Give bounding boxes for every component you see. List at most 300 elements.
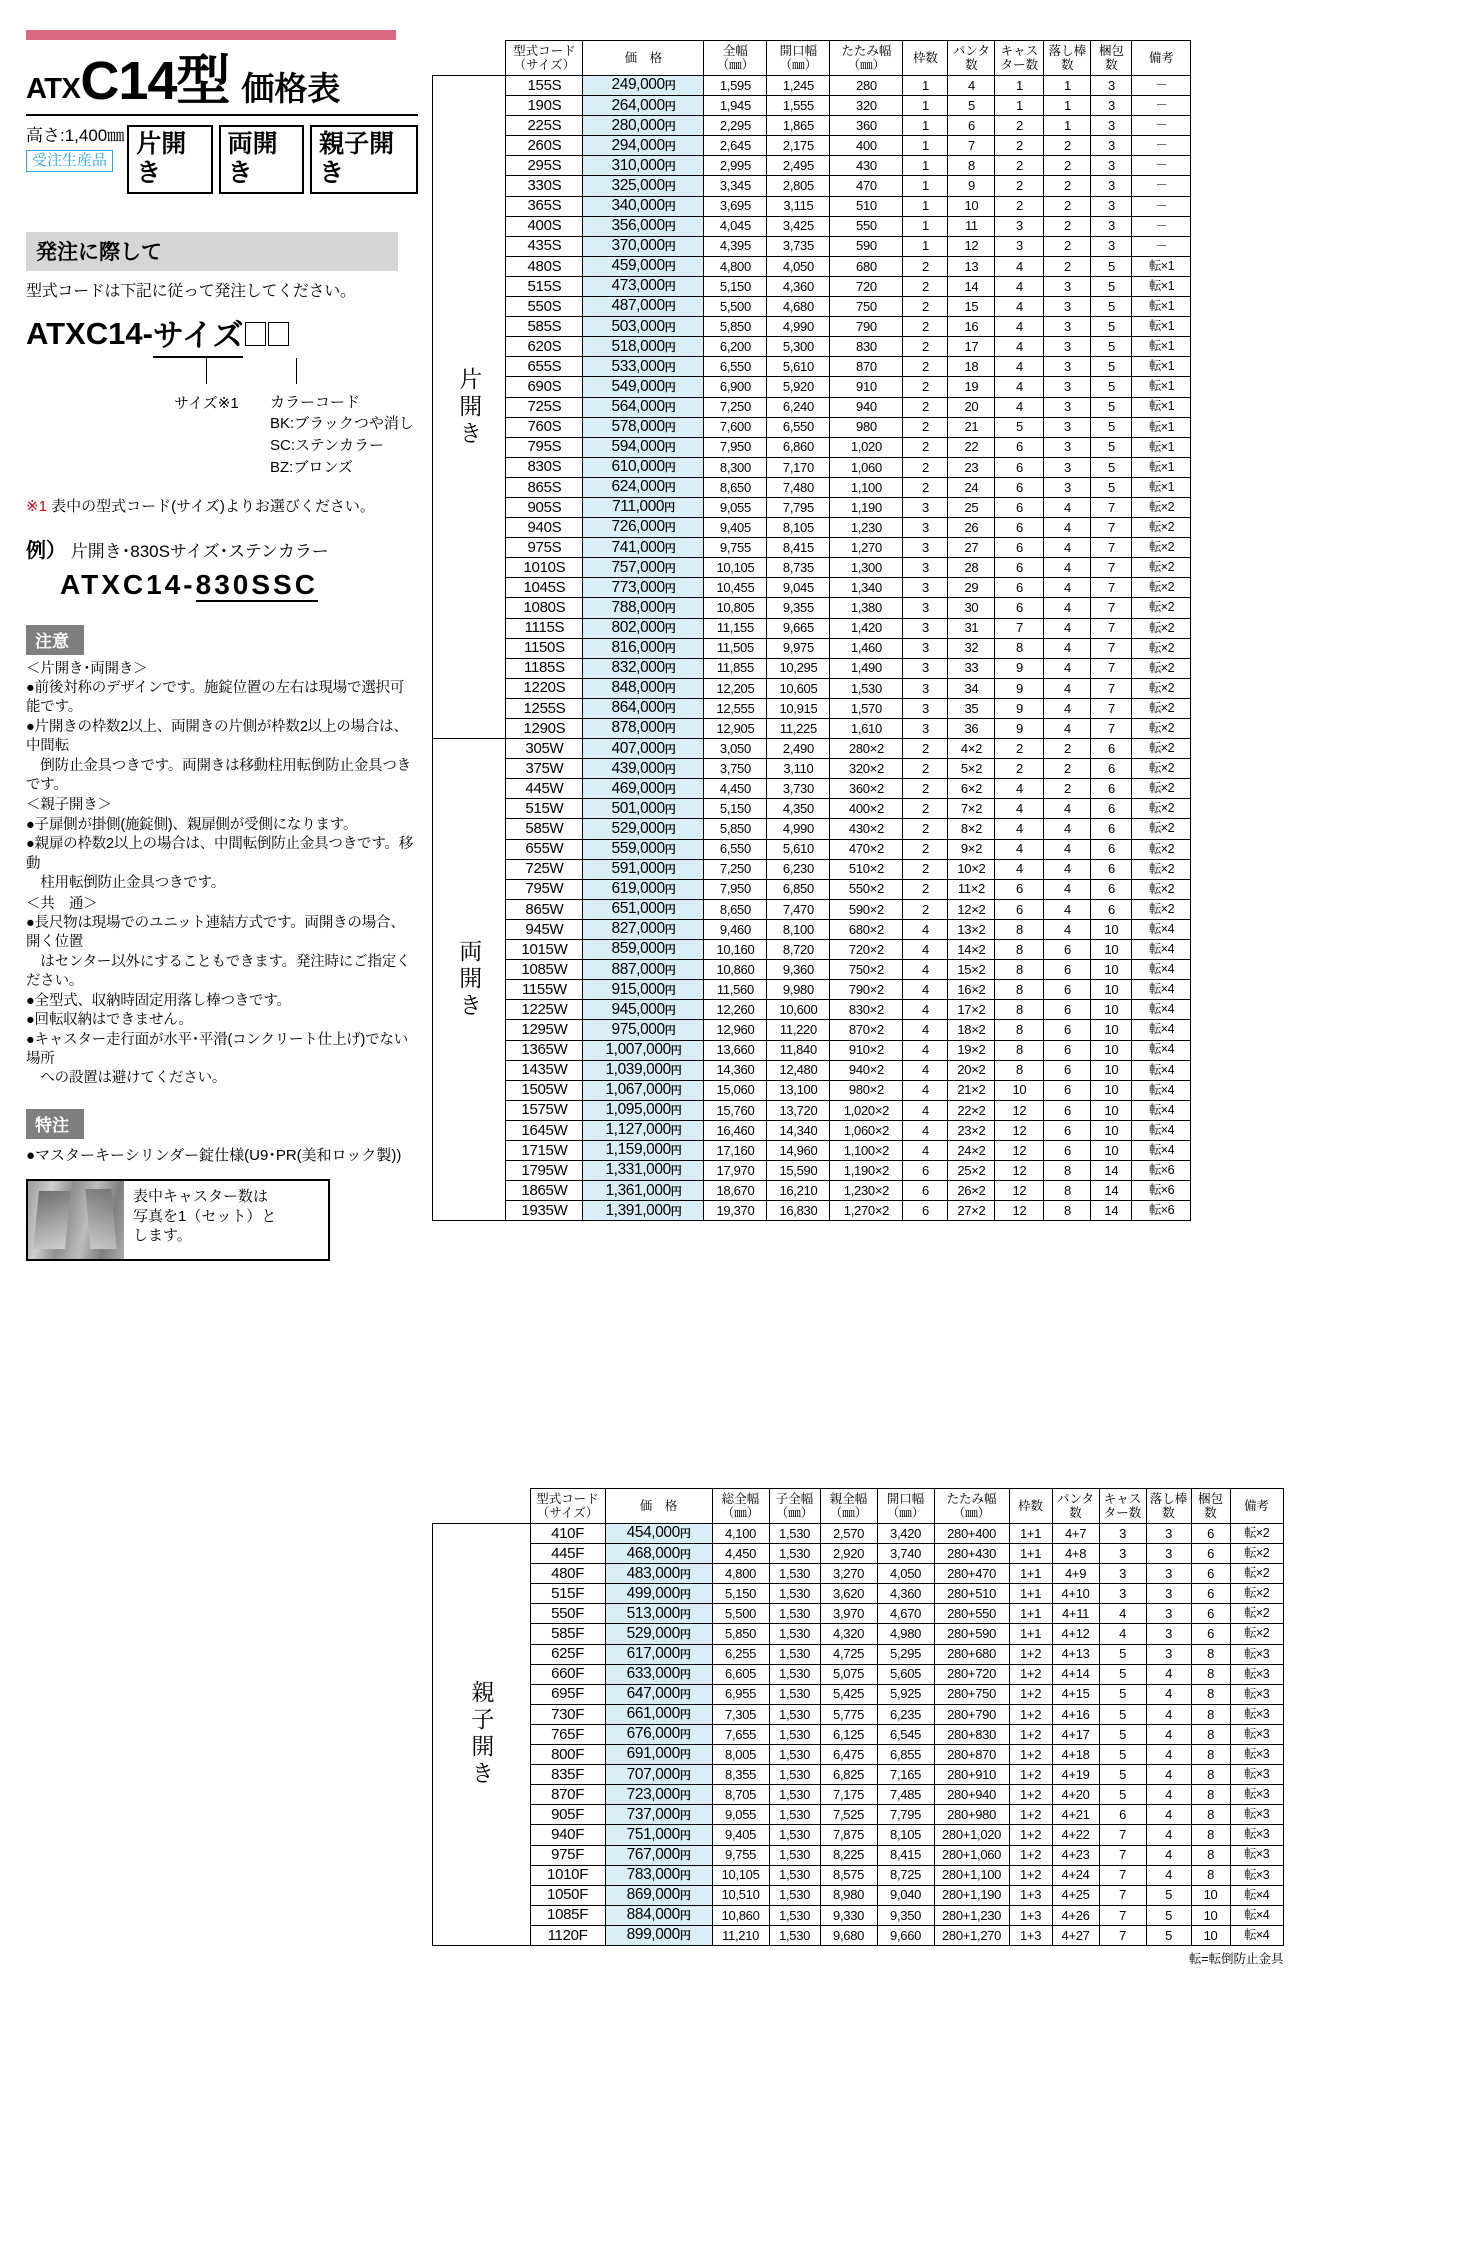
cell-value: 5: [1091, 297, 1132, 317]
cell-price: 767,000円: [605, 1845, 712, 1865]
cell-value: 12: [995, 1140, 1044, 1160]
cell-model-code: 905S: [506, 497, 583, 517]
cell-remarks: 転×2: [1132, 497, 1191, 517]
cell-price: 915,000円: [583, 980, 704, 1000]
page-title: [26, 51, 418, 111]
table-row: [433, 136, 1191, 156]
cell-value: 5: [1146, 1925, 1191, 1945]
column-header: 価 格: [583, 41, 704, 76]
table-row: [433, 1604, 1284, 1624]
cell-price: 651,000円: [583, 899, 704, 919]
cell-value: 3: [1044, 276, 1091, 296]
cell-value: 10: [1191, 1885, 1230, 1905]
cell-value: 4: [903, 980, 948, 1000]
cell-value: 13×2: [948, 919, 995, 939]
cell-value: 2,490: [767, 739, 830, 759]
cell-price: 249,000円: [583, 76, 704, 96]
cell-value: 7,950: [704, 437, 767, 457]
cell-value: 1+2: [1009, 1845, 1052, 1865]
cell-value: 36: [948, 719, 995, 739]
cell-value: 4: [1146, 1825, 1191, 1845]
cell-value: 2: [903, 337, 948, 357]
cell-value: 6: [1191, 1524, 1230, 1544]
cell-value: 5,500: [712, 1604, 769, 1624]
cell-value: 4: [1044, 598, 1091, 618]
cell-value: 22×2: [948, 1100, 995, 1120]
cell-value: 1,020: [830, 437, 903, 457]
cell-model-code: 515F: [530, 1584, 605, 1604]
cell-value: 4+22: [1052, 1825, 1099, 1845]
title-suffix: 価格表: [241, 70, 341, 107]
cell-value: 400×2: [830, 799, 903, 819]
cell-value: 1,530: [769, 1724, 820, 1744]
cell-value: 6,860: [767, 437, 830, 457]
cell-value: 4,725: [820, 1644, 877, 1664]
cell-value: 14,960: [767, 1140, 830, 1160]
cell-value: 4: [1044, 719, 1091, 739]
cell-value: 2: [995, 196, 1044, 216]
table-row: [433, 538, 1191, 558]
footnote-1: [26, 495, 418, 516]
table-row: [433, 337, 1191, 357]
cell-value: 280+430: [934, 1544, 1009, 1564]
cell-value: 5: [1091, 457, 1132, 477]
table-row: [433, 1724, 1284, 1744]
cell-value: 2: [1044, 256, 1091, 276]
cell-value: 1+2: [1009, 1865, 1052, 1885]
cell-model-code: 480S: [506, 256, 583, 276]
table-row: [433, 1584, 1284, 1604]
cell-value: 4: [1146, 1865, 1191, 1885]
cell-value: 360: [830, 116, 903, 136]
cell-value: 1+1: [1009, 1624, 1052, 1644]
cell-value: 3: [1044, 317, 1091, 337]
cell-model-code: 760S: [506, 417, 583, 437]
cell-value: 4,800: [712, 1564, 769, 1584]
cell-value: 6: [1044, 1140, 1091, 1160]
cell-price: 617,000円: [605, 1644, 712, 1664]
cell-value: 4: [903, 1040, 948, 1060]
cell-value: 4+26: [1052, 1905, 1099, 1925]
cell-value: 2: [1044, 236, 1091, 256]
cell-value: 280+720: [934, 1664, 1009, 1684]
cell-value: 7: [1099, 1825, 1146, 1845]
column-header: 梱包 数: [1191, 1489, 1230, 1524]
color-code-slot-1: [245, 322, 266, 346]
table-row: [433, 1624, 1284, 1644]
cell-value: 280+750: [934, 1684, 1009, 1704]
cell-value: 8,100: [767, 919, 830, 939]
cell-value: 7: [995, 618, 1044, 638]
cell-value: 3: [1091, 116, 1132, 136]
cell-value: 12,960: [704, 1020, 767, 1040]
cell-value: 18: [948, 357, 995, 377]
cell-value: 11: [948, 216, 995, 236]
cell-value: 8,105: [767, 518, 830, 538]
cell-value: 6,475: [820, 1745, 877, 1765]
cell-value: 3: [903, 578, 948, 598]
cell-value: 280+1,100: [934, 1865, 1009, 1885]
cell-value: 8: [1191, 1684, 1230, 1704]
cell-value: 8: [1191, 1785, 1230, 1805]
table-row: [433, 819, 1191, 839]
cell-value: 830: [830, 337, 903, 357]
cell-value: 4,360: [767, 276, 830, 296]
cell-value: 1,865: [767, 116, 830, 136]
cell-value: 18,670: [704, 1181, 767, 1201]
cell-value: 12: [995, 1120, 1044, 1140]
caption-line: 写真を1（セット）と: [133, 1207, 277, 1225]
cell-value: 14: [1091, 1201, 1132, 1221]
cell-value: 1: [903, 216, 948, 236]
cell-value: 8: [1191, 1765, 1230, 1785]
cell-value: 1: [1044, 76, 1091, 96]
cell-value: 6: [1191, 1624, 1230, 1644]
cell-value: 2: [903, 417, 948, 437]
cell-value: 4: [1146, 1745, 1191, 1765]
cell-remarks: 転×2: [1132, 538, 1191, 558]
column-header: 型式コード （サイズ）: [530, 1489, 605, 1524]
cell-value: 12,905: [704, 719, 767, 739]
column-header: 枠数: [1009, 1489, 1052, 1524]
cell-value: 8: [1191, 1805, 1230, 1825]
cell-value: 4+25: [1052, 1885, 1099, 1905]
cell-remarks: 転×4: [1132, 960, 1191, 980]
cell-value: 11×2: [948, 879, 995, 899]
cell-value: 10: [1091, 1120, 1132, 1140]
cell-value: 6: [1091, 739, 1132, 759]
cell-value: 1,595: [704, 76, 767, 96]
cell-model-code: 870F: [530, 1785, 605, 1805]
section-label-cell: 親子開き: [433, 1524, 531, 1946]
cell-value: 4: [903, 1000, 948, 1020]
cell-remarks: 転×2: [1132, 839, 1191, 859]
cell-price: 783,000円: [605, 1865, 712, 1885]
cell-value: 4: [1044, 618, 1091, 638]
cell-value: 280+980: [934, 1805, 1009, 1825]
example-label: 例）: [26, 539, 66, 562]
cell-value: 4,450: [712, 1544, 769, 1564]
cell-value: 280+940: [934, 1785, 1009, 1805]
cell-model-code: 155S: [506, 76, 583, 96]
cell-value: 4,360: [877, 1584, 934, 1604]
cell-value: 7: [1091, 558, 1132, 578]
cell-value: 12: [995, 1161, 1044, 1181]
cell-value: 6,850: [767, 879, 830, 899]
cell-value: 8: [1191, 1664, 1230, 1684]
table-row: [433, 96, 1191, 116]
cell-value: 6: [995, 558, 1044, 578]
header-meta-row: [26, 125, 418, 194]
cell-value: 5,150: [712, 1584, 769, 1604]
table-row: [433, 940, 1191, 960]
cell-value: 4+10: [1052, 1584, 1099, 1604]
cell-remarks: 転×1: [1132, 477, 1191, 497]
table-row: [433, 357, 1191, 377]
cell-value: 14: [1091, 1161, 1132, 1181]
table-row: [433, 216, 1191, 236]
cell-model-code: 400S: [506, 216, 583, 236]
cell-price: 711,000円: [583, 497, 704, 517]
cell-value: 4+15: [1052, 1684, 1099, 1704]
table-row: [433, 297, 1191, 317]
cell-value: 430×2: [830, 819, 903, 839]
caster-photo-note: [26, 1179, 330, 1261]
main-table-head: [433, 41, 1191, 76]
order-code-prefix: ATXC14-: [26, 315, 153, 351]
cell-value: 4: [1099, 1604, 1146, 1624]
cell-value: 3: [903, 618, 948, 638]
cell-model-code: 445F: [530, 1544, 605, 1564]
cell-remarks: 転×4: [1132, 1040, 1191, 1060]
cell-value: 9,405: [712, 1825, 769, 1845]
cell-value: 7,795: [877, 1805, 934, 1825]
header-row: [433, 41, 1191, 76]
cell-value: 1: [1044, 116, 1091, 136]
table-row: [433, 437, 1191, 457]
cell-value: 5,610: [767, 357, 830, 377]
cell-price: 827,000円: [583, 919, 704, 939]
caution-group-2-title: ＜親子開き＞: [26, 797, 112, 814]
cell-value: 6: [995, 598, 1044, 618]
cell-value: 870: [830, 357, 903, 377]
cell-value: 1: [903, 116, 948, 136]
cell-price: 757,000円: [583, 558, 704, 578]
cell-value: 980×2: [830, 1080, 903, 1100]
cell-model-code: 1010S: [506, 558, 583, 578]
cell-value: 510: [830, 196, 903, 216]
cell-model-code: 1715W: [506, 1140, 583, 1160]
cell-value: 3: [1091, 96, 1132, 116]
cell-remarks: 転×2: [1132, 779, 1191, 799]
cell-price: 788,000円: [583, 598, 704, 618]
cell-value: 5,425: [820, 1684, 877, 1704]
table-row: [433, 598, 1191, 618]
cell-value: 5: [1099, 1684, 1146, 1704]
cell-value: 7,305: [712, 1704, 769, 1724]
cell-model-code: 1010F: [530, 1865, 605, 1885]
cell-value: 1,530: [769, 1785, 820, 1805]
cell-value: 4: [903, 1120, 948, 1140]
cell-price: 848,000円: [583, 678, 704, 698]
table-row: [433, 1080, 1191, 1100]
cell-remarks: 転×2: [1132, 719, 1191, 739]
cell-value: 9,330: [820, 1905, 877, 1925]
cell-model-code: 375W: [506, 759, 583, 779]
cell-value: 320×2: [830, 759, 903, 779]
cell-remarks: 転×3: [1230, 1664, 1283, 1684]
cell-model-code: 550S: [506, 297, 583, 317]
table-row: [433, 1745, 1284, 1765]
cell-value: 10: [995, 1080, 1044, 1100]
cell-value: 6,855: [877, 1745, 934, 1765]
cell-value: 1,340: [830, 578, 903, 598]
cell-value: 4,100: [712, 1524, 769, 1544]
cell-price: 591,000円: [583, 859, 704, 879]
cell-value: 5,850: [712, 1624, 769, 1644]
cell-value: 3: [903, 698, 948, 718]
caution-group-1-title: ＜片開き･両開き＞: [26, 660, 148, 677]
cell-remarks: 転×4: [1132, 980, 1191, 1000]
cell-model-code: 620S: [506, 337, 583, 357]
cell-price: 559,000円: [583, 839, 704, 859]
cell-value: 1,230×2: [830, 1181, 903, 1201]
cell-value: 9,350: [877, 1905, 934, 1925]
cell-value: 400: [830, 136, 903, 156]
cell-price: 707,000円: [605, 1765, 712, 1785]
cell-value: 4: [903, 1020, 948, 1040]
cell-value: 7: [1099, 1925, 1146, 1945]
cell-value: 3: [903, 658, 948, 678]
cell-model-code: 1255S: [506, 698, 583, 718]
table-row: [433, 678, 1191, 698]
cell-value: 1: [995, 96, 1044, 116]
cell-value: 1,460: [830, 638, 903, 658]
cell-value: 4: [903, 960, 948, 980]
cell-price: 975,000円: [583, 1020, 704, 1040]
cell-value: 7: [1099, 1845, 1146, 1865]
table-row: [433, 497, 1191, 517]
cell-remarks: 転×3: [1230, 1805, 1283, 1825]
cell-value: 10: [1091, 960, 1132, 980]
cell-remarks: 転×2: [1132, 638, 1191, 658]
cell-value: 5,850: [704, 819, 767, 839]
cell-price: 459,000円: [583, 256, 704, 276]
cell-remarks: 転×3: [1230, 1765, 1283, 1785]
cell-price: 310,000円: [583, 156, 704, 176]
cell-value: 5,300: [767, 337, 830, 357]
cell-value: 5: [1099, 1664, 1146, 1684]
cell-model-code: 765F: [530, 1724, 605, 1744]
cell-model-code: 515S: [506, 276, 583, 296]
cell-value: 1,020×2: [830, 1100, 903, 1120]
cell-value: 9,055: [704, 497, 767, 517]
cell-value: 9,355: [767, 598, 830, 618]
cell-value: 35: [948, 698, 995, 718]
cell-model-code: 1050F: [530, 1885, 605, 1905]
cell-value: 4,395: [704, 236, 767, 256]
cell-value: 1,530: [769, 1805, 820, 1825]
cell-value: 1,100×2: [830, 1140, 903, 1160]
cell-value: 25×2: [948, 1161, 995, 1181]
cell-value: 2: [1044, 739, 1091, 759]
table-row: [433, 1664, 1284, 1684]
cell-value: 1,530: [769, 1644, 820, 1664]
cell-value: 8,355: [712, 1765, 769, 1785]
cell-price: 549,000円: [583, 377, 704, 397]
cell-remarks: 転×1: [1132, 397, 1191, 417]
cell-value: 11,505: [704, 638, 767, 658]
cell-model-code: 830S: [506, 457, 583, 477]
main-price-table-wrap: [432, 40, 1191, 1221]
cell-value: 8: [995, 1060, 1044, 1080]
cell-value: 5: [1099, 1785, 1146, 1805]
cell-value: 4: [1044, 678, 1091, 698]
cell-value: 280+510: [934, 1584, 1009, 1604]
cell-value: 3,620: [820, 1584, 877, 1604]
cell-value: 6: [995, 437, 1044, 457]
cell-remarks: －: [1132, 76, 1191, 96]
cell-remarks: 転×3: [1230, 1865, 1283, 1885]
cell-value: 4: [1044, 658, 1091, 678]
cell-value: 3: [1146, 1524, 1191, 1544]
formula-legend: [174, 392, 418, 479]
cell-remarks: 転×1: [1132, 317, 1191, 337]
cell-value: 590×2: [830, 899, 903, 919]
table-row: [433, 1865, 1284, 1885]
main-table-body: [433, 76, 1191, 1221]
cell-remarks: 転×6: [1132, 1201, 1191, 1221]
cell-value: 7: [1091, 618, 1132, 638]
cell-value: 10: [1091, 1060, 1132, 1080]
cell-value: 1,530: [769, 1745, 820, 1765]
cell-value: 2,175: [767, 136, 830, 156]
cell-value: 7: [1091, 638, 1132, 658]
formula-leader-lines: [174, 358, 414, 392]
cell-price: 529,000円: [583, 819, 704, 839]
cell-price: 676,000円: [605, 1724, 712, 1744]
cell-value: 3: [1091, 176, 1132, 196]
cell-value: 8: [995, 1000, 1044, 1020]
cell-value: 2,805: [767, 176, 830, 196]
leader-color: [296, 358, 297, 384]
cell-price: 816,000円: [583, 638, 704, 658]
footnote-1-text: 表中の型式コード(サイズ)よりお選びください。: [51, 497, 375, 515]
cell-value: 3: [1044, 297, 1091, 317]
color-code-sc: SC:ステンカラー: [270, 437, 384, 454]
cell-price: 294,000円: [583, 136, 704, 156]
cell-value: 6: [1044, 980, 1091, 1000]
cell-value: 8,575: [820, 1865, 877, 1885]
cell-value: 17,970: [704, 1161, 767, 1181]
cell-remarks: 転×4: [1132, 1000, 1191, 1020]
cell-price: 773,000円: [583, 578, 704, 598]
cell-price: 945,000円: [583, 1000, 704, 1020]
column-header: 備考: [1230, 1489, 1283, 1524]
section-label-header: [433, 41, 506, 76]
cell-value: 4+8: [1052, 1544, 1099, 1564]
cell-value: 360×2: [830, 779, 903, 799]
caption-line: します。: [133, 1227, 192, 1245]
table-row: [433, 1925, 1284, 1945]
cell-value: 4: [1044, 859, 1091, 879]
cell-value: 680: [830, 256, 903, 276]
cell-value: 1,230: [830, 518, 903, 538]
cell-value: 2: [1044, 779, 1091, 799]
cell-value: 6: [1191, 1604, 1230, 1624]
cell-remarks: 転×4: [1132, 1080, 1191, 1100]
cell-value: 7,165: [877, 1765, 934, 1785]
cell-value: 1,190×2: [830, 1161, 903, 1181]
cell-value: 3: [1146, 1564, 1191, 1584]
cell-value: 5: [1091, 337, 1132, 357]
cell-price: 633,000円: [605, 1664, 712, 1684]
cell-value: 4: [995, 819, 1044, 839]
cell-value: 6: [1099, 1805, 1146, 1825]
cell-value: 7,600: [704, 417, 767, 437]
cell-value: 27: [948, 538, 995, 558]
cell-value: 8: [995, 1020, 1044, 1040]
caution-line: への設置は避けてください。: [26, 1070, 227, 1087]
cell-value: 4: [995, 337, 1044, 357]
cell-price: 578,000円: [583, 417, 704, 437]
cell-remarks: 転×2: [1132, 558, 1191, 578]
cell-value: 7: [1091, 598, 1132, 618]
cell-value: 8,005: [712, 1745, 769, 1765]
cell-value: 12,555: [704, 698, 767, 718]
cell-model-code: 1115S: [506, 618, 583, 638]
cell-value: 19×2: [948, 1040, 995, 1060]
